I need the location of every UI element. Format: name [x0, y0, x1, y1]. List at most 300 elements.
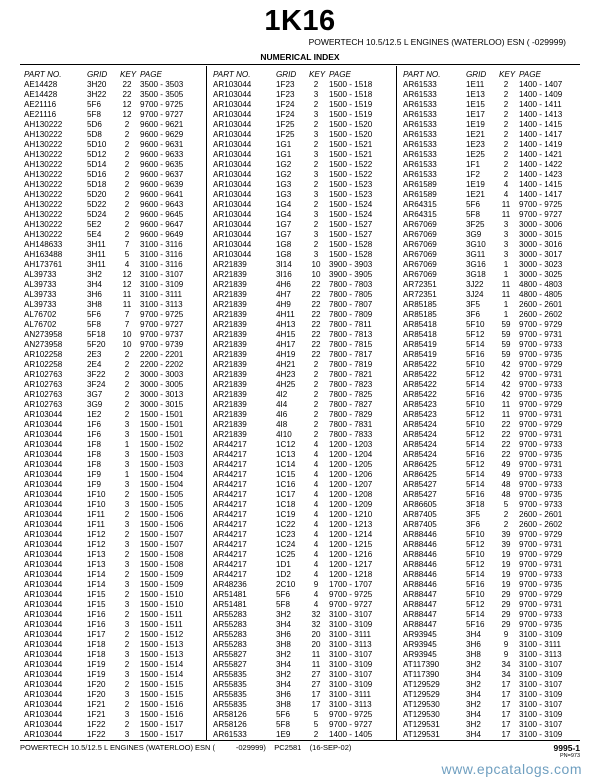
- cell-page: 1500 - 1522: [329, 160, 373, 169]
- cell-key: 2: [503, 130, 509, 139]
- cell-page: 9600 - 9641: [140, 190, 184, 199]
- cell-part: AH130222: [24, 210, 63, 219]
- cell-part: AR72351: [403, 280, 437, 289]
- cell-grid: 1E21: [466, 190, 485, 199]
- cell-part: AR85185: [403, 300, 437, 309]
- page-title: 1K16: [264, 5, 336, 37]
- cell-page: 1200 - 1216: [329, 550, 373, 559]
- cell-part: AT129529: [403, 680, 440, 689]
- cell-part: AR103044: [213, 200, 252, 209]
- cell-grid: 5D14: [87, 160, 107, 169]
- cell-part: AR103044: [213, 190, 252, 199]
- cell-page: 1500 - 1528: [329, 250, 373, 259]
- cell-page: 1200 - 1208: [329, 490, 373, 499]
- cell-page: 1400 - 1423: [519, 170, 563, 179]
- cell-page: 3100 - 3111: [329, 630, 372, 639]
- cell-key: 3: [313, 90, 319, 99]
- cell-part: AH130222: [24, 150, 63, 159]
- cell-grid: 4H7: [276, 290, 291, 299]
- cell-grid: 5F14: [466, 610, 485, 619]
- cell-grid: 4H9: [276, 300, 291, 309]
- cell-grid: 1F1: [466, 160, 480, 169]
- cell-page: 3100 - 3109: [519, 670, 563, 679]
- cell-grid: 1G3: [276, 180, 292, 189]
- cell-grid: 3J22: [466, 280, 484, 289]
- cell-part: AR21839: [213, 350, 247, 359]
- cell-page: 1500 - 1511: [140, 610, 183, 619]
- cell-part: AH163488: [24, 250, 63, 259]
- cell-page: 9700 - 9735: [519, 490, 563, 499]
- cell-page: 7800 - 7821: [329, 370, 373, 379]
- cell-page: 3100 - 3116: [140, 260, 183, 269]
- cell-page: 1500 - 1528: [329, 240, 373, 249]
- cell-page: 1500 - 1506: [140, 510, 184, 519]
- cell-key: 48: [501, 490, 511, 499]
- cell-key: 3: [124, 600, 130, 609]
- cell-page: 9700 - 9737: [140, 330, 184, 339]
- cell-page: 3100 - 3113: [329, 640, 372, 649]
- cell-part: AR55835: [213, 680, 247, 689]
- cell-part: AR21839: [213, 370, 247, 379]
- cell-part: AR61533: [403, 130, 437, 139]
- cell-part: AR21839: [213, 320, 247, 329]
- cell-part: AR21839: [213, 410, 247, 419]
- cell-part: AR103044: [213, 150, 252, 159]
- cell-page: 3100 - 3109: [329, 620, 373, 629]
- cell-part: AT129531: [403, 730, 440, 739]
- cell-part: AR21839: [213, 380, 247, 389]
- cell-page: 1200 - 1217: [329, 560, 373, 569]
- cell-page: 1500 - 1512: [140, 630, 184, 639]
- cell-key: 4: [313, 460, 319, 469]
- cell-key: 4: [313, 510, 319, 519]
- cell-page: 9700 - 9731: [519, 460, 563, 469]
- cell-key: 10: [122, 340, 132, 349]
- cell-grid: 1F10: [87, 500, 106, 509]
- cell-grid: 5F16: [466, 350, 485, 359]
- cell-key: 3: [503, 220, 509, 229]
- cell-key: 2: [124, 120, 130, 129]
- cell-page: 1200 - 1204: [329, 450, 373, 459]
- cell-grid: 4I10: [276, 430, 292, 439]
- cell-key: 3: [503, 230, 509, 239]
- cell-page: 9700 - 9729: [519, 530, 563, 539]
- cell-grid: 1C19: [276, 510, 296, 519]
- cell-key: 22: [311, 310, 321, 319]
- cell-page: 7800 - 7831: [329, 420, 373, 429]
- cell-key: 12: [122, 100, 132, 109]
- cell-part: AL39733: [24, 300, 57, 309]
- cell-key: 2: [503, 110, 509, 119]
- cell-key: 17: [501, 720, 511, 729]
- cell-part: AR44217: [213, 550, 247, 559]
- cell-page: 3100 - 3109: [519, 710, 563, 719]
- cell-key: 42: [501, 370, 511, 379]
- cell-part: AH130222: [24, 160, 63, 169]
- cell-grid: 1F13: [87, 560, 106, 569]
- cell-page: 3100 - 3109: [329, 660, 373, 669]
- header-part: PART NO.: [24, 70, 62, 79]
- cell-page: 7800 - 7825: [329, 390, 373, 399]
- cell-grid: 1E21: [466, 130, 485, 139]
- cell-page: 9600 - 9643: [140, 200, 184, 209]
- cell-key: 2: [124, 630, 130, 639]
- cell-part: AR102258: [24, 350, 63, 359]
- cell-key: 4: [313, 560, 319, 569]
- cell-grid: 1F20: [87, 690, 106, 699]
- cell-page: 1500 - 1517: [140, 730, 184, 739]
- cell-grid: 5D16: [87, 170, 107, 179]
- cell-page: 3100 - 3107: [329, 670, 373, 679]
- cell-page: 9700 - 9731: [519, 600, 563, 609]
- cell-part: AR44217: [213, 570, 247, 579]
- cell-key: 3: [124, 560, 130, 569]
- cell-part: AR85427: [403, 490, 437, 499]
- cell-key: 1: [503, 310, 509, 319]
- cell-part: AR103044: [213, 100, 252, 109]
- cell-key: 2: [124, 550, 130, 559]
- cell-page: 7800 - 7815: [329, 340, 373, 349]
- cell-part: AR102763: [24, 390, 63, 399]
- cell-page: 9700 - 9729: [519, 320, 563, 329]
- cell-grid: 1F10: [87, 490, 106, 499]
- cell-key: 2: [313, 410, 319, 419]
- cell-key: 39: [501, 540, 511, 549]
- cell-grid: 3H4: [87, 280, 102, 289]
- cell-part: AR103044: [213, 170, 252, 179]
- cell-page: 1500 - 1517: [140, 720, 184, 729]
- cell-part: AH130222: [24, 200, 63, 209]
- cell-page: 1500 - 1508: [140, 550, 184, 559]
- cell-page: 3500 - 3505: [140, 90, 184, 99]
- cell-key: 3: [124, 450, 130, 459]
- cell-part: AR61533: [403, 80, 437, 89]
- cell-key: 2: [124, 660, 130, 669]
- cell-page: 9700 - 9735: [519, 620, 563, 629]
- cell-page: 3000 - 3016: [519, 240, 563, 249]
- cell-page: 3100 - 3116: [140, 250, 183, 259]
- cell-part: AR67069: [403, 240, 437, 249]
- cell-grid: 1F16: [87, 610, 106, 619]
- cell-key: 27: [311, 680, 321, 689]
- cell-grid: 5F12: [466, 460, 485, 469]
- cell-page: 1400 - 1417: [519, 130, 563, 139]
- cell-key: 11: [501, 210, 511, 219]
- cell-grid: 3H2: [276, 650, 291, 659]
- cell-key: 2: [124, 490, 130, 499]
- cell-key: 22: [122, 90, 132, 99]
- cell-page: 1400 - 1415: [519, 180, 563, 189]
- cell-grid: 1F22: [87, 720, 106, 729]
- cell-grid: 3H2: [466, 680, 481, 689]
- cell-grid: 3F6: [466, 310, 480, 319]
- cell-part: AR102763: [24, 380, 63, 389]
- cell-part: AR61533: [403, 150, 437, 159]
- cell-page: 3100 - 3107: [519, 720, 563, 729]
- cell-page: 3000 - 3025: [519, 270, 563, 279]
- cell-page: 7800 - 7827: [329, 400, 373, 409]
- cell-grid: 5F16: [466, 390, 485, 399]
- cell-grid: 1F23: [276, 80, 295, 89]
- cell-part: AR93945: [403, 630, 437, 639]
- cell-grid: 1F22: [87, 730, 106, 739]
- cell-part: AR103044: [24, 730, 63, 739]
- cell-grid: 5F8: [87, 320, 101, 329]
- cell-key: 10: [311, 270, 321, 279]
- cell-part: AR58126: [213, 710, 247, 719]
- cell-key: 1: [503, 270, 509, 279]
- cell-grid: 5F10: [466, 400, 485, 409]
- cell-page: 1200 - 1206: [329, 470, 373, 479]
- cell-part: AR103044: [24, 660, 63, 669]
- cell-grid: 5F6: [276, 710, 290, 719]
- cell-key: 2: [503, 170, 509, 179]
- cell-key: 2: [124, 410, 130, 419]
- cell-grid: 5F6: [87, 100, 101, 109]
- cell-page: 1500 - 1503: [140, 450, 184, 459]
- cell-key: 3: [313, 110, 319, 119]
- cell-key: 22: [311, 280, 321, 289]
- cell-part: AR102763: [24, 370, 63, 379]
- cell-grid: 5D8: [87, 130, 102, 139]
- cell-part: AR88446: [403, 530, 437, 539]
- header-rule: [20, 64, 580, 65]
- cell-grid: 3G16: [466, 260, 486, 269]
- cell-grid: 1F9: [87, 470, 101, 479]
- cell-key: 2: [313, 100, 319, 109]
- cell-grid: 1E23: [466, 140, 485, 149]
- cell-page: 1700 - 1707: [329, 580, 373, 589]
- cell-page: 3100 - 3109: [519, 630, 563, 639]
- cell-page: 1500 - 1523: [329, 190, 373, 199]
- cell-grid: 1C25: [276, 550, 296, 559]
- cell-grid: 5F10: [466, 320, 485, 329]
- cell-page: 3000 - 3006: [519, 220, 563, 229]
- cell-grid: 4H11: [276, 310, 295, 319]
- cell-part: AH130222: [24, 170, 63, 179]
- cell-page: 3000 - 3017: [519, 250, 563, 259]
- cell-grid: 2E4: [87, 360, 102, 369]
- cell-key: 17: [501, 730, 511, 739]
- cell-part: AE21116: [24, 100, 57, 109]
- cell-page: 1500 - 1523: [329, 180, 373, 189]
- watermark: www.epcatalogs.com: [441, 761, 582, 777]
- cell-key: 17: [501, 690, 511, 699]
- cell-page: 1400 - 1421: [519, 150, 563, 159]
- cell-key: 2: [124, 180, 130, 189]
- cell-part: AR103044: [213, 240, 252, 249]
- cell-key: 20: [311, 640, 321, 649]
- cell-page: 9700 - 9733: [519, 610, 563, 619]
- cell-page: 3100 - 3116: [140, 240, 183, 249]
- cell-grid: 1F2: [466, 170, 480, 179]
- cell-part: AR85423: [403, 410, 437, 419]
- cell-page: 1200 - 1215: [329, 540, 373, 549]
- cell-grid: 3G10: [466, 240, 486, 249]
- cell-part: AR103044: [24, 430, 63, 439]
- cell-key: 3: [124, 500, 130, 509]
- cell-page: 1500 - 1514: [140, 670, 184, 679]
- cell-page: 9700 - 9727: [140, 320, 184, 329]
- cell-page: 3100 - 3113: [140, 300, 183, 309]
- cell-grid: 3G18: [466, 270, 486, 279]
- cell-key: 17: [311, 700, 321, 709]
- cell-page: 9700 - 9725: [329, 590, 373, 599]
- cell-page: 1500 - 1506: [140, 520, 184, 529]
- cell-key: 4: [503, 190, 509, 199]
- cell-key: 22: [311, 300, 321, 309]
- cell-grid: 1G4: [276, 200, 292, 209]
- cell-part: AR55283: [213, 630, 247, 639]
- cell-grid: 1F6: [87, 420, 101, 429]
- cell-key: 2: [124, 380, 130, 389]
- cell-part: AR55835: [213, 690, 247, 699]
- cell-page: 1500 - 1520: [329, 130, 373, 139]
- cell-grid: 3H8: [276, 640, 291, 649]
- cell-page: 9600 - 9649: [140, 230, 184, 239]
- page-number: 9995-1: [553, 743, 580, 753]
- cell-key: 2: [124, 720, 130, 729]
- cell-part: AR103044: [24, 420, 63, 429]
- cell-part: AR21839: [213, 300, 247, 309]
- cell-part: AR21839: [213, 340, 247, 349]
- cell-key: 7: [124, 240, 130, 249]
- cell-key: 2: [124, 700, 130, 709]
- cell-key: 3: [503, 250, 509, 259]
- cell-page: 9700 - 9725: [519, 200, 563, 209]
- cell-key: 2: [124, 130, 130, 139]
- cell-part: AR103044: [213, 180, 252, 189]
- cell-part: AR61533: [403, 90, 437, 99]
- cell-part: AR103044: [24, 560, 63, 569]
- cell-page: 2600 - 2602: [519, 520, 563, 529]
- cell-page: 3000 - 3015: [519, 230, 563, 239]
- cell-part: AR103044: [213, 250, 252, 259]
- cell-key: 4: [313, 520, 319, 529]
- cell-page: 3100 - 3107: [519, 680, 563, 689]
- cell-part: AR103044: [24, 470, 63, 479]
- header-part: PART NO.: [403, 70, 441, 79]
- cell-grid: 5F12: [466, 330, 485, 339]
- cell-part: AR61533: [403, 110, 437, 119]
- cell-part: AR103044: [24, 650, 63, 659]
- cell-page: 1500 - 1509: [140, 570, 184, 579]
- cell-page: 3100 - 3107: [329, 610, 373, 619]
- cell-key: 4: [313, 500, 319, 509]
- cell-part: AR103044: [24, 700, 63, 709]
- cell-part: AR61533: [213, 730, 247, 739]
- cell-part: AR103044: [24, 510, 63, 519]
- cell-part: AR44217: [213, 560, 247, 569]
- cell-page: 1500 - 1501: [140, 420, 184, 429]
- cell-key: 2: [313, 370, 319, 379]
- cell-part: AR85419: [403, 340, 437, 349]
- cell-part: AR86425: [403, 460, 437, 469]
- cell-page: 9700 - 9733: [519, 500, 563, 509]
- cell-key: 49: [501, 470, 511, 479]
- cell-key: 32: [311, 620, 321, 629]
- cell-part: AR61533: [403, 160, 437, 169]
- cell-page: 1500 - 1508: [140, 560, 184, 569]
- cell-part: AR103044: [213, 90, 252, 99]
- cell-grid: 1G7: [276, 220, 292, 229]
- cell-page: 9700 - 9733: [519, 440, 563, 449]
- cell-page: 3000 - 3013: [140, 390, 184, 399]
- cell-part: AR85418: [403, 320, 437, 329]
- cell-grid: 3H6: [87, 290, 102, 299]
- cell-grid: 5F14: [466, 440, 485, 449]
- section-title: NUMERICAL INDEX: [260, 52, 340, 62]
- cell-part: AR21839: [213, 270, 247, 279]
- cell-part: AR102763: [24, 400, 63, 409]
- cell-grid: 3H4: [276, 620, 291, 629]
- cell-grid: 3H6: [276, 690, 291, 699]
- cell-page: 9700 - 9727: [519, 210, 563, 219]
- cell-key: 1: [124, 440, 130, 449]
- cell-part: AR61589: [403, 190, 437, 199]
- cell-grid: 1D1: [276, 560, 291, 569]
- cell-page: 2200 - 2201: [140, 350, 184, 359]
- cell-part: AR103044: [24, 600, 63, 609]
- cell-part: AR103044: [24, 490, 63, 499]
- cell-page: 1200 - 1214: [329, 530, 373, 539]
- cell-grid: 4I4: [276, 400, 288, 409]
- cell-key: 19: [501, 550, 511, 559]
- cell-grid: 1C16: [276, 480, 296, 489]
- cell-part: AR103044: [24, 440, 63, 449]
- cell-key: 11: [501, 410, 511, 419]
- cell-grid: 1F11: [87, 520, 105, 529]
- cell-part: AR103044: [213, 210, 252, 219]
- cell-part: AR103044: [24, 620, 63, 629]
- cell-part: AR103044: [24, 500, 63, 509]
- cell-key: 19: [501, 580, 511, 589]
- cell-part: AR44217: [213, 510, 247, 519]
- cell-page: 9700 - 9729: [519, 550, 563, 559]
- cell-grid: 5F6: [466, 200, 480, 209]
- cell-grid: 3F25: [466, 220, 485, 229]
- cell-part: AR103044: [24, 690, 63, 699]
- cell-key: 42: [501, 390, 511, 399]
- cell-page: 9700 - 9725: [140, 310, 184, 319]
- cell-grid: 5F12: [466, 430, 485, 439]
- cell-page: 7800 - 7805: [329, 290, 373, 299]
- cell-page: 1400 - 1417: [519, 190, 563, 199]
- cell-key: 11: [311, 650, 321, 659]
- cell-grid: 1F25: [276, 130, 295, 139]
- cell-key: 9: [503, 630, 509, 639]
- cell-page: 1500 - 1524: [329, 210, 373, 219]
- cell-page: 3100 - 3107: [329, 650, 373, 659]
- cell-part: AR103044: [24, 580, 63, 589]
- cell-page: 1200 - 1205: [329, 460, 373, 469]
- cell-page: 9700 - 9727: [329, 600, 373, 609]
- cell-part: AR103044: [24, 410, 63, 419]
- cell-key: 20: [311, 630, 321, 639]
- cell-key: 2: [313, 140, 319, 149]
- cell-part: AR103044: [24, 520, 63, 529]
- header-part: PART NO.: [213, 70, 251, 79]
- cell-page: 9700 - 9729: [519, 590, 563, 599]
- cell-page: 3100 - 3113: [519, 650, 562, 659]
- cell-grid: 1F23: [276, 90, 295, 99]
- cell-page: 3100 - 3113: [329, 700, 372, 709]
- cell-page: 9700 - 9735: [519, 390, 563, 399]
- cell-grid: 4I2: [276, 390, 288, 399]
- cell-part: AR44217: [213, 490, 247, 499]
- cell-part: AR103044: [213, 130, 252, 139]
- cell-key: 22: [501, 450, 511, 459]
